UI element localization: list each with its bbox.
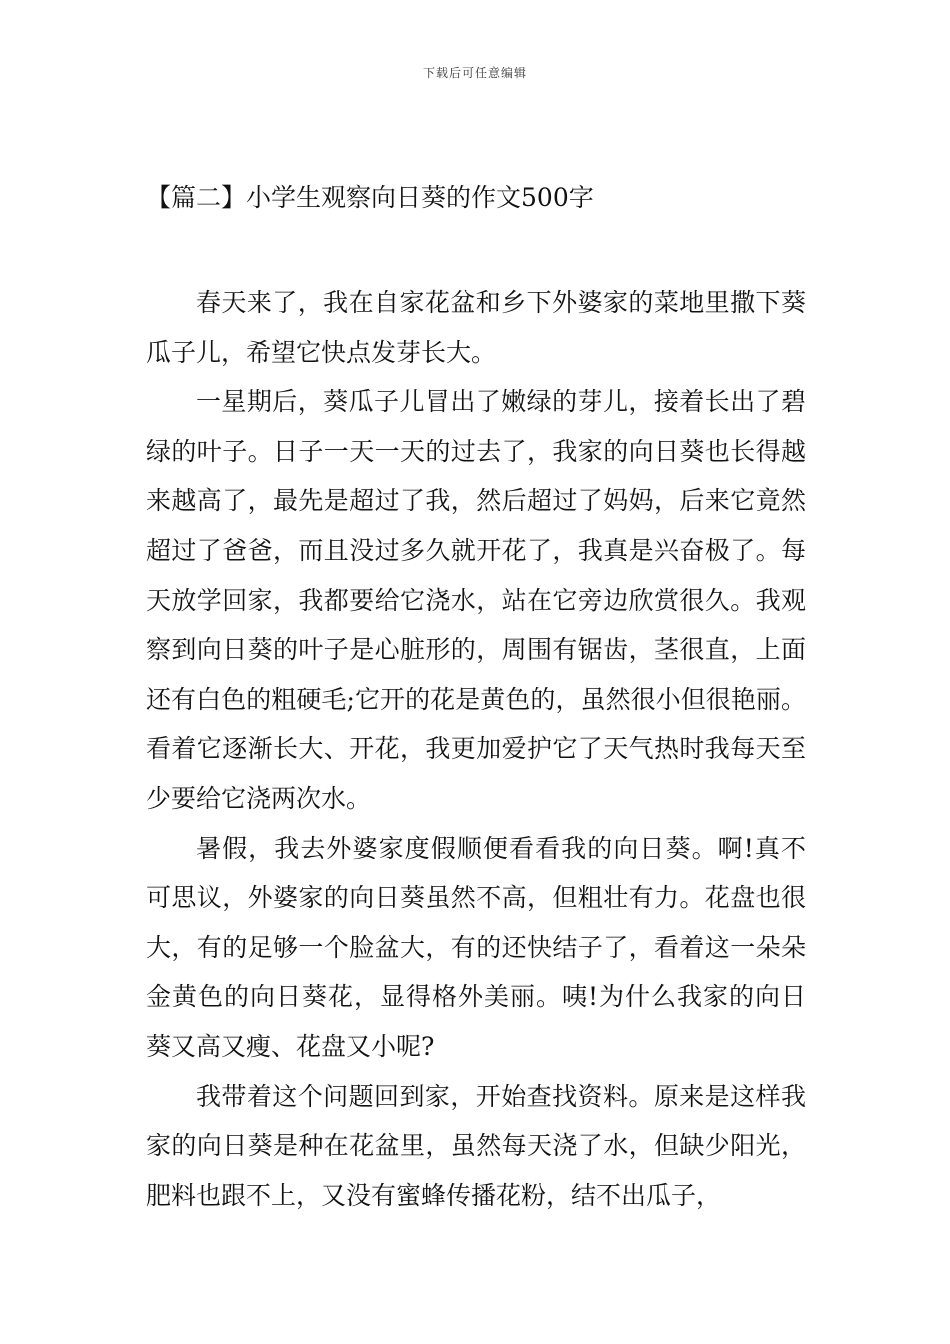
paragraph-1: 春天来了，我在自家花盆和乡下外婆家的菜地里撒下葵瓜子儿，希望它快点发芽长大。 [146, 288, 806, 367]
document-title: 【篇二】小学生观察向日葵的作文500字 [146, 183, 594, 212]
document-body [146, 278, 806, 1220]
paragraph-2: 一星期后，葵瓜子儿冒出了嫩绿的芽儿，接着长出了碧绿的叶子。日子一天一天的过去了，我家的向日葵也长得越来越高了，最先是超过了我，然后超过了妈妈，后来它竟然超过了爸爸，而且没过多久就开花了，我真是兴奋极了。每天放学回家，我都要给它浇水，站在它旁边欣赏很久。我观察到向日葵的叶子是心脏形的，周围有锯齿，茎很直，上面还有白色的粗硬毛;它开的花是黄色的，虽然很小但很艳丽。看着它逐渐长大、开花，我更加爱护它了天气热时我每天至少要给它浇两次水。 [146, 387, 806, 813]
paragraph-4: 我带着这个问题回到家，开始查找资料。原来是这样我家的向日葵是种在花盆里，虽然每天浇了水，但缺少阳光，肥料也跟不上，又没有蜜蜂传播花粉，结不出瓜子， [146, 1081, 806, 1210]
page-header: 下载后可任意编辑 [422, 66, 527, 80]
paragraph-3: 暑假，我去外婆家度假顺便看看我的向日葵。啊!真不可思议，外婆家的向日葵虽然不高，但粗壮有力。花盘也很大，有的足够一个脸盆大，有的还快结子了，看着这一朵朵金黄色的向日葵花，显得格外美丽。咦!为什么我家的向日葵又高又瘦、花盘又小呢? [146, 833, 806, 1061]
